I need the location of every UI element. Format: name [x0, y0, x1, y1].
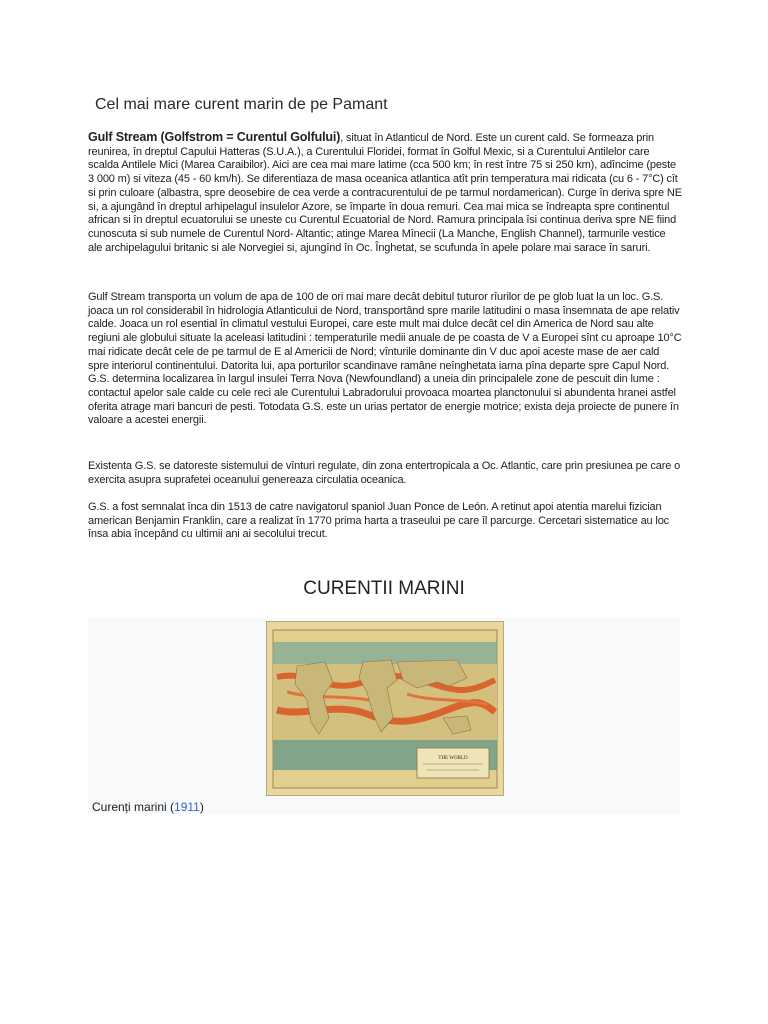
caption-year-link[interactable]: 1911: [174, 800, 200, 814]
paragraph-body: , situat în Atlanticul de Nord. Este un curent cald. Se formeaza prin reunirea, în dreptul Capului Hatteras (S.U.A.), a Curentului Floridei, format în Golful Mexic, si a Curentului Antilelor care scalda Antilele Mici (Marea Caraibilor). Aici are cea mai mare latime (cca 500 km; în rest între 75 si 250 km), adîncime (peste 3 000 m) si viteza (45 - 60 km/h). Se diferentiaza de masa oceanica atlantica atît prin temperatura mai ridicata (cu 6 - 7°C) cît si prin culoare (albastra, spre deosebire de cea verde a contracurentului de pe tarmul nordamerican). Curge în deriva spre NE si, a ajungând în dreptul arhipelagul insulelor Azore, se împarte în doua remuri. Cea mai mica se îndreapta spre continentul african si în dreptul ecuatorului se uneste cu Curentul Ecuatorial de Nord. Ramura principala îsi continua deriva spre NE fiind cunoscuta si sub numele de Curentul Nord- Altantic; atinge Marea Mînecii (La Manche, English Channel), tarmurile vestice ale archipelagului britanic si ale Norvegiei si, ajungînd în Oc. Înghetat, se scufunda în apele polare mai sarace în saruri.: [88, 132, 682, 254]
caption-text: Curenți marini (: [92, 800, 175, 814]
paragraph-gulf-stream-volume: Gulf Stream transporta un volum de apa de 100 de ori mai mare decât debitul tuturor rîurilor de pe glob luat la un loc. G.S. joaca un rol considerabil în hidrologia Atlanticului de Nord, transportând spre marile latitudini o masa însemnata de ape relativ calde. Joaca un rol esential în climatul vestului Europei, care este mult mai dulce decât cel din America de Nord sau alte regiuni ale globului situate la aceleasi latitudini : temperaturile medii anuale de pe coasta de V a Europei sînt cu aproape 10°C mai ridicate decât cele de pe tarmul de E al Americii de Nord; vînturile dominante din V duc apoi aceste mase de aer cald spre interiorul continentului. Datorita lui, apa porturilor scandinave ramâne neînghetata iarna pîna departe spre Capul Nord. G.S. determina localizarea în largul insulei Terra Nova (Newfoundland) a uneia din principalele zone de pescuit din lume : contactul apelor sale calde cu cele reci ale Curentului Labradorului provoaca moartea planctonului si abundenta hranei astfel oferita atrage mari bancuri de pesti. Totodata G.S. este un urias pertator de energie motrice; exista deja proiecte de punere în valoare a acestei energii.: [88, 291, 682, 427]
section-heading: CURENTII MARINI: [303, 578, 465, 599]
paragraph-gulf-stream-intro: [88, 131, 682, 255]
lead-term: Gulf Stream (Golfstrom = Curentul Golfului): [88, 130, 341, 144]
figure-panel: [88, 618, 680, 814]
ocean-currents-map-image[interactable]: [266, 621, 504, 796]
page-title: Cel mai mare curent marin de pe Pamant: [95, 96, 388, 113]
paragraph-gulf-stream-cause: Existenta G.S. se datoreste sistemului de vînturi regulate, din zona entertropicala a Oc. Atlantic, care prin presiunea pe care o exercita asupra suprafetei oceanului genereaza circulatia oceanica.: [88, 460, 681, 486]
world-map-illustration: [267, 622, 503, 795]
figure-caption: [92, 800, 204, 814]
paragraph-gulf-stream-history: G.S. a fost semnalat înca din 1513 de catre navigatorul spaniol Juan Ponce de León. A retinut apoi atentia marelui fizician american Benjamin Franklin, care a realizat în 1770 prima harta a traseului pe care îl parcurge. Cercetari sistematice au loc însa abia începând cu ultimii ani ai secolului trecut.: [88, 501, 670, 541]
map-inset-title: THE WORLD: [438, 756, 468, 761]
caption-end: ): [199, 800, 204, 814]
